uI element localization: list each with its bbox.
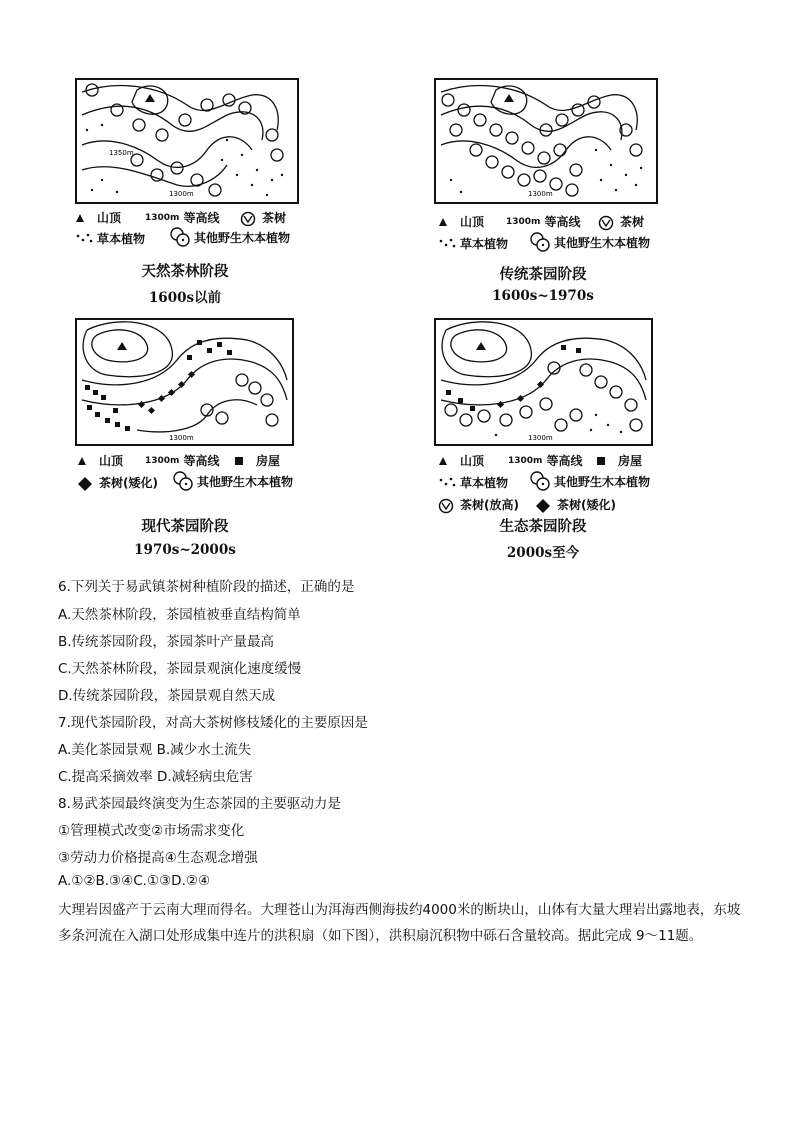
contour-label: 1300m <box>528 190 553 198</box>
legend-label: 茶树 <box>620 215 645 229</box>
stage-period: 1600s以前 <box>148 290 222 306</box>
stage-name: 生态茶园阶段 <box>499 519 587 535</box>
question-6: 6.下列关于易武镇茶树种植阶段的描述，正确的是 <box>58 579 355 595</box>
dwarf-tea-icon <box>535 498 553 512</box>
legend-label: 其他野生木本植物 <box>197 474 294 489</box>
legend-label: 山顶 <box>97 211 122 225</box>
stage-period: 1970s~2000s <box>134 542 236 558</box>
legend-label: 等高线 <box>544 215 581 229</box>
legend-label: 等高线 <box>546 454 583 468</box>
tea-tree-icon <box>240 211 258 225</box>
tea-tree-icon <box>598 215 616 229</box>
question-8: 8.易武茶园最终演变为生态茶园的主要驱动力是 <box>58 796 341 812</box>
legend-label: 房屋 <box>256 454 281 468</box>
legend-label: 山顶 <box>99 454 124 468</box>
legend-label: 房屋 <box>618 454 643 468</box>
legend-label: 茶树(矮化) <box>99 476 158 490</box>
stage-name: 现代茶园阶段 <box>141 519 229 535</box>
legend-label: 1300m <box>145 212 180 223</box>
house-icon <box>234 454 252 468</box>
passage-9-11: 大理岩因盛产于云南大理而得名。大理苍山为洱海西侧海拔约4000米的断块山，山体有大量大理岩出露地表，东坡多条河流在入湖口处形成集中连片的洪积扇（如下图），洪积扇沉积物中砾石含量较高。据此完成 9～11题。 <box>58 902 741 944</box>
herb-icon <box>75 232 93 246</box>
question-8-statements-1: ①管理模式改变②市场需求变化 <box>58 823 245 839</box>
wild-woody-plant-icon <box>170 227 190 247</box>
legend-label: 1300m <box>508 455 543 466</box>
legend-label: 草本植物 <box>460 237 509 251</box>
peak-icon <box>438 454 456 468</box>
stage-period: 1600s~1970s <box>492 288 594 304</box>
contour-map-natural <box>77 80 297 202</box>
question-6-option-c: C.天然茶林阶段，茶园景观演化速度缓慢 <box>58 661 302 677</box>
stage-name: 传统茶园阶段 <box>499 267 587 283</box>
legend-label: 草本植物 <box>460 476 509 490</box>
peak-icon <box>77 454 95 468</box>
wild-woody-plant-icon <box>530 471 550 491</box>
legend-label: 其他野生木本植物 <box>194 230 291 245</box>
stage-map-traditional <box>434 78 658 204</box>
stage-period: 2000s至今 <box>506 545 580 561</box>
question-7-options-ab: A.美化茶园景观 B.减少水土流失 <box>58 742 252 758</box>
question-8-statements-2: ③劳动力价格提高④生态观念增强 <box>58 850 258 866</box>
question-6-option-d: D.传统茶园阶段，茶园景观自然天成 <box>58 688 276 704</box>
legend-label: 山顶 <box>460 454 485 468</box>
peak-icon <box>438 215 456 229</box>
legend-label: 其他野生木本植物 <box>554 474 651 489</box>
wild-woody-plant-icon <box>530 232 550 252</box>
peak-icon <box>75 211 93 225</box>
question-7-options-cd: C.提高采摘效率 D.减轻病虫危害 <box>58 769 253 785</box>
contour-map-traditional <box>436 80 656 202</box>
herb-icon <box>438 476 456 490</box>
stage-map-natural <box>75 78 299 204</box>
stage-name: 天然茶林阶段 <box>141 264 229 280</box>
contour-label: 1300m <box>169 434 194 442</box>
stage-map-ecological <box>434 318 653 446</box>
legend-label: 等高线 <box>183 211 220 225</box>
legend-label: 茶树(矮化) <box>557 498 616 512</box>
stage-map-modern <box>75 318 294 446</box>
contour-label: 1350m <box>109 149 134 157</box>
legend-label: 1300m <box>506 216 541 227</box>
wild-woody-plant-icon <box>173 471 193 491</box>
legend-label: 茶树 <box>262 211 287 225</box>
legend-label: 草本植物 <box>97 232 146 246</box>
question-8-options: A.①②B.③④C.①③D.②④ <box>58 873 211 889</box>
question-6-option-b: B.传统茶园阶段，茶园茶叶产量最高 <box>58 634 275 650</box>
tall-tea-tree-icon <box>438 498 456 512</box>
legend-label: 其他野生木本植物 <box>554 235 651 250</box>
legend-label: 等高线 <box>183 454 220 468</box>
legend-label: 山顶 <box>460 215 485 229</box>
contour-map-ecological <box>436 320 651 444</box>
question-6-option-a: A.天然茶林阶段，茶园植被垂直结构简单 <box>58 607 301 623</box>
question-7: 7.现代茶园阶段，对高大茶树修枝矮化的主要原因是 <box>58 715 368 731</box>
contour-label: 1300m <box>528 434 553 442</box>
contour-map-modern <box>77 320 292 444</box>
house-icon <box>596 454 614 468</box>
legend-label: 茶树(放高) <box>460 498 519 512</box>
herb-icon <box>438 237 456 251</box>
dwarf-tea-icon <box>77 476 95 490</box>
legend-label: 1300m <box>145 455 180 466</box>
contour-label: 1300m <box>169 190 194 198</box>
